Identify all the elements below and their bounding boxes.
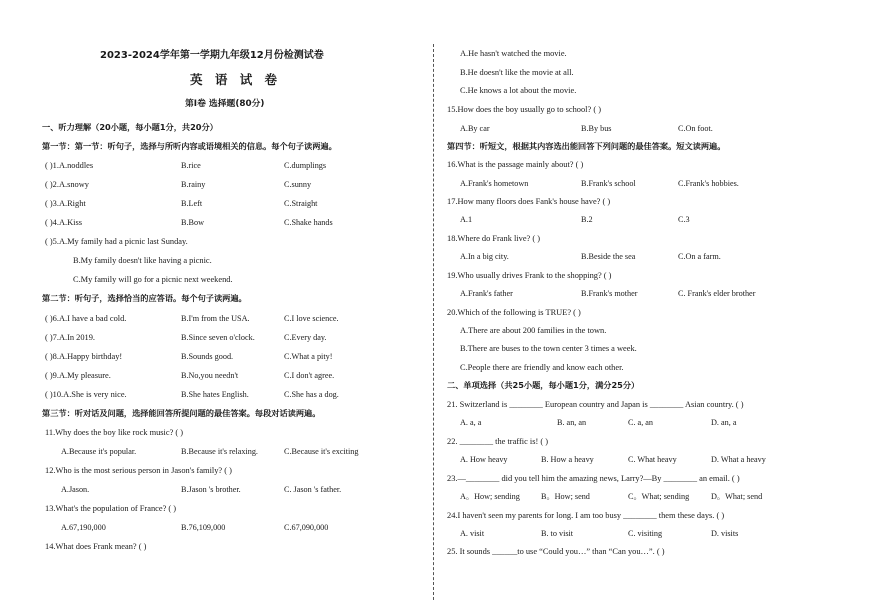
q21-option-a: A. a, a (460, 418, 482, 427)
volume-heading: 第Ⅰ卷 选择题(80分) (185, 99, 265, 109)
q12-option-a: A.Jason. (61, 485, 90, 494)
exam-title: 2023-2024学年第一学期九年级12月份检测试卷 (100, 50, 324, 61)
q19-stem: 19.Who usually drives Frank to the shopping? ( ) (447, 271, 612, 280)
q8-option-c: C.What a pity! (284, 352, 333, 361)
q20-option-b: B.There are buses to the town center 3 times a week. (460, 344, 637, 353)
q24-option-c: C. visiting (628, 529, 663, 538)
q23-stem: 23.—________ did you tell him the amazing news, Larry?—By ________ an email. ( ) (447, 474, 740, 483)
part2-instruction: 第二节：听句子，选择恰当的应答语。每个句子读两遍。 (42, 293, 247, 303)
q15-option-a: A.By car (460, 124, 490, 133)
q16-option-c: C.Frank's hobbies. (678, 179, 739, 188)
q2-option-c: C.sunny (284, 180, 312, 189)
q16-stem: 16.What is the passage mainly about? ( ) (447, 160, 584, 169)
q22-option-b: B. How a heavy (541, 455, 594, 464)
q21-option-d: D. an, a (711, 418, 737, 427)
q14-option-b: B.He doesn't like the movie at all. (460, 68, 574, 77)
q11-option-a: A.Because it's popular. (61, 447, 137, 456)
q13-stem: 13.What's the population of France? ( ) (45, 504, 177, 513)
q14-stem: 14.What does Frank mean? ( ) (45, 542, 147, 551)
q12-stem: 12.Who is the most serious person in Jason's family? ( ) (45, 466, 232, 475)
q22-stem: 22. ________ the traffic is! ( ) (447, 437, 549, 446)
q21-option-c: C. a, an (628, 418, 654, 427)
q2-stem: ( )2.A.snowy (45, 180, 89, 189)
q11-stem: 11.Why does the boy like rock music? ( ) (45, 428, 184, 437)
part3-instruction: 第三节：听对话及问题，选择能回答所提问题的最佳答案。每段对话读两遍。 (42, 408, 321, 418)
q11-option-b: B.Because it's relaxing. (181, 447, 258, 456)
q24-stem: 24.I haven't seen my parents for long. I am too busy ________ them these days. ( ) (447, 511, 725, 520)
q22-option-a: A. How heavy (460, 455, 508, 464)
q1-stem: ( )1.A.noddles (45, 161, 94, 170)
q3-option-c: C.Straight (284, 199, 318, 208)
q4-option-c: C.Shake hands (284, 218, 333, 227)
q20-stem: 20.Which of the following is TRUE? ( ) (447, 308, 581, 317)
q4-option-b: B.Bow (181, 218, 204, 227)
q5-stem: ( )5.A.My family had a picnic last Sunday. (45, 237, 188, 246)
q12-option-c: C. Jason 's father. (284, 485, 342, 494)
q19-option-b: B.Frank's mother (581, 289, 638, 298)
section2-heading: 二、单项选择（共25小题，每小题1分，满分25分） (447, 380, 640, 390)
q13-option-c: C.67,090,000 (284, 523, 329, 532)
exam-subject: 英 语 试 卷 (190, 72, 282, 87)
q10-option-b: B.She hates English. (181, 390, 249, 399)
q3-option-b: B.Left (181, 199, 203, 208)
q24-option-a: A. visit (460, 529, 485, 538)
q8-option-b: B.Sounds good. (181, 352, 234, 361)
q13-option-a: A.67,190,000 (61, 523, 106, 532)
q6-option-c: C.I love science. (284, 314, 339, 323)
q23-option-b: B。How; send (541, 492, 590, 501)
q10-option-c: C.She has a dog. (284, 390, 339, 399)
q19-option-c: C. Frank's elder brother (678, 289, 756, 298)
section1-heading: 一、听力理解（20小题，每小题1分，共20分） (42, 122, 218, 132)
q22-option-d: D. What a heavy (711, 455, 766, 464)
q8-stem: ( )8.A.Happy birthday! (45, 352, 123, 361)
q18-option-c: C.On a farm. (678, 252, 721, 261)
q7-option-b: B.Since seven o'clock. (181, 333, 255, 342)
q23-option-a: A。How; sending (460, 492, 520, 501)
q23-option-c: C。What; sending (628, 492, 690, 501)
q11-option-c: C.Because it's exciting (284, 447, 359, 456)
q17-option-c: C.3 (678, 215, 690, 224)
q1-option-b: B.rice (181, 161, 201, 170)
q1-option-c: C.dumplings (284, 161, 327, 170)
q15-option-c: C.On foot. (678, 124, 713, 133)
part1-instruction: 第一节：第一节：听句子，选择与所听内容或语境相关的信息。每个句子读两遍。 (42, 141, 337, 151)
column-divider (433, 44, 434, 600)
q14-option-c: C.He knows a lot about the movie. (460, 86, 577, 95)
q9-option-c: C.I don't agree. (284, 371, 335, 380)
q18-stem: 18.Where do Frank live? ( ) (447, 234, 541, 243)
q12-option-b: B.Jason 's brother. (181, 485, 241, 494)
q5-option-b: B.My family doesn't like having a picnic. (73, 256, 212, 265)
q2-option-b: B.rainy (181, 180, 206, 189)
q4-stem: ( )4.A.Kiss (45, 218, 82, 227)
q18-option-a: A.In a big city. (460, 252, 509, 261)
q6-stem: ( )6.A.I have a bad cold. (45, 314, 127, 323)
q20-option-a: A.There are about 200 families in the town. (460, 326, 607, 335)
q17-stem: 17.How many floors does Fank's house have? ( ) (447, 197, 611, 206)
q17-option-b: B.2 (581, 215, 593, 224)
q15-stem: 15.How does the boy usually go to school? ( ) (447, 105, 601, 114)
q21-stem: 21. Switzerland is ________ European country and Japan is ________ Asian country. ( ) (447, 400, 744, 409)
q7-stem: ( )7.A.In 2019. (45, 333, 96, 342)
q3-stem: ( )3.A.Right (45, 199, 86, 208)
q9-option-b: B.No,you needn't (181, 371, 239, 380)
q16-option-a: A.Frank's hometown (460, 179, 529, 188)
q15-option-b: B.By bus (581, 124, 612, 133)
q13-option-b: B.76,109,000 (181, 523, 226, 532)
q21-option-b: B. an, an (557, 418, 587, 427)
q7-option-c: C.Every day. (284, 333, 327, 342)
q17-option-a: A.1 (460, 215, 473, 224)
q23-option-d: D。What; send (711, 492, 763, 501)
q14-option-a: A.He hasn't watched the movie. (460, 49, 567, 58)
part4-instruction: 第四节：听短文，根据其内容选出能回答下列问题的最佳答案。短文读两遍。 (447, 141, 726, 151)
q16-option-b: B.Frank's school (581, 179, 636, 188)
q10-stem: ( )10.A.She is very nice. (45, 390, 127, 399)
q24-option-d: D. visits (711, 529, 739, 538)
q22-option-c: C. What heavy (628, 455, 677, 464)
q6-option-b: B.I'm from the USA. (181, 314, 250, 323)
q5-option-c: C.My family will go for a picnic next weekend. (73, 275, 233, 284)
q18-option-b: B.Beside the sea (581, 252, 636, 261)
q20-option-c: C.People there are friendly and know each other. (460, 363, 624, 372)
q25-stem: 25. It sounds ______to use “Could you…” than “Can you…”. ( ) (447, 547, 665, 556)
q24-option-b: B. to visit (541, 529, 574, 538)
q19-option-a: A.Frank's father (460, 289, 513, 298)
q9-stem: ( )9.A.My pleasure. (45, 371, 111, 380)
